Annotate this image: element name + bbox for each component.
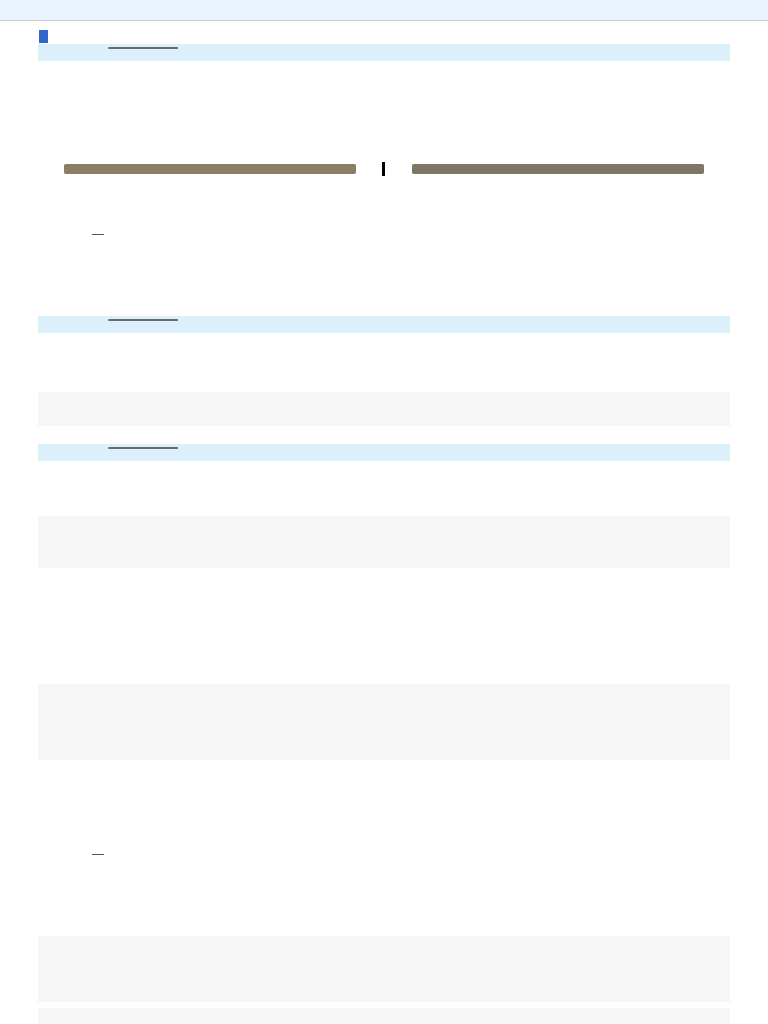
- text-block-7: [40, 826, 730, 934]
- table-caption[interactable]: [40, 938, 730, 949]
- section-header-3[interactable]: [38, 444, 730, 461]
- article-section-5: [40, 572, 730, 682]
- table-grid-3: [38, 684, 730, 760]
- data-table-3: [38, 684, 730, 760]
- article-section-7: [40, 826, 730, 934]
- article-image-right[interactable]: [412, 164, 704, 174]
- article-section-1: [40, 66, 730, 162]
- site-logo[interactable]: [39, 30, 48, 43]
- article-image-left[interactable]: [64, 164, 356, 174]
- section-icon: [108, 319, 178, 321]
- section-title-1: [186, 46, 722, 59]
- footer-table: [38, 1008, 730, 1024]
- text-block-2: [40, 178, 730, 312]
- section-header-2[interactable]: [38, 316, 730, 333]
- image-divider: [382, 162, 385, 176]
- text-block-4: [40, 464, 730, 514]
- text-block-6: [40, 764, 730, 824]
- article-section-3: [40, 336, 730, 390]
- section-title-3: [186, 446, 722, 459]
- table-grid-1: [38, 392, 730, 426]
- page-title: [52, 29, 712, 43]
- text-block-1: [40, 66, 730, 162]
- article-section-2: [40, 178, 730, 312]
- section-header-1[interactable]: [38, 44, 730, 61]
- text-block-5: [40, 572, 730, 682]
- data-table-2: [38, 516, 730, 568]
- article-section-6: [40, 764, 730, 824]
- section-icon: [108, 47, 178, 49]
- data-table-1: [38, 392, 730, 426]
- browser-top-bar: [0, 0, 768, 21]
- table-grid-2: [38, 516, 730, 568]
- section-title-2: [186, 318, 722, 331]
- text-block-3: [40, 336, 730, 390]
- section-icon: [108, 447, 178, 449]
- article-section-4: [40, 464, 730, 514]
